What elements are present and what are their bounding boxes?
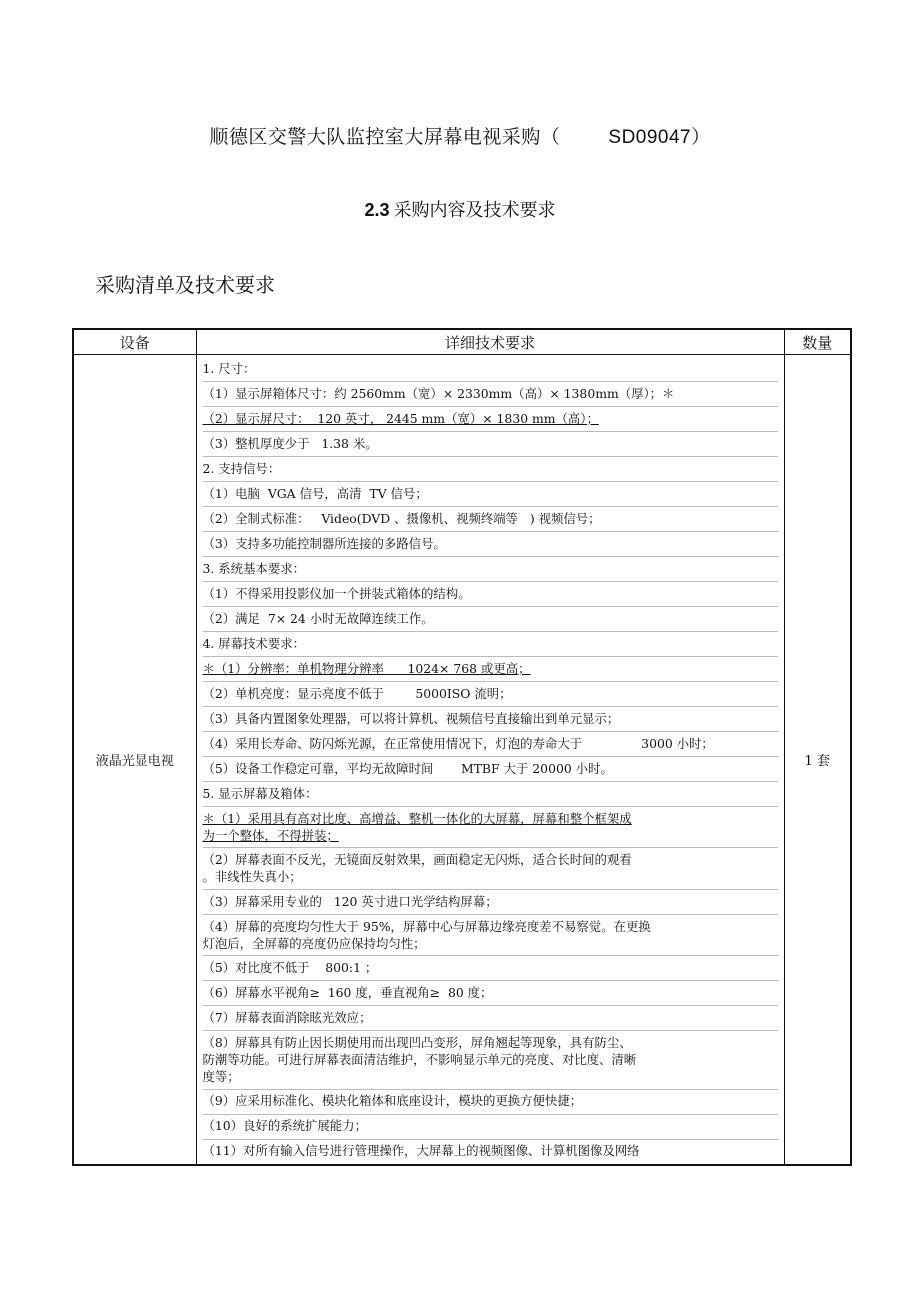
req-line: （4）采用长寿命、防闪烁光源，在正常使用情况下，灯泡的寿命大于 3000 小时； [203,732,778,757]
detail-cell [196,355,784,1165]
req-line: （4）屏幕的亮度均匀性大于 95%，屏幕中心与屏幕边缘亮度差不易察觉。在更换 灯泡后，全屏幕的亮度仍应保持均匀性； [203,915,778,956]
req-line: （2）显示屏尺寸： 120 英寸， 2445 mm（宽）× 1830 mm（高）； [203,407,778,432]
req-line: （1）不得采用投影仪加一个拼装式箱体的结构。 [203,582,778,607]
header-detail: 详细技术要求 [196,329,784,355]
req-line: （5）设备工作稳定可靠，平均无故障时间 MTBF 大于 20000 小时。 [203,757,778,782]
req-line: （3）具备内置图象处理器，可以将计算机、视频信号直接输出到单元显示； [203,707,778,732]
req-line: （6）屏幕水平视角≥ 160 度，垂直视角≥ 80 度； [203,981,778,1006]
req-line: （5）对比度不低于 800:1 ； [203,956,778,981]
header-qty: 数量 [784,329,851,355]
req-line: （2）屏幕表面不反光，无镜面反射效果，画面稳定无闪烁，适合长时间的观看 。非线性失真小； [203,848,778,889]
device-cell: 液晶光显电视 [73,355,196,1165]
document-subtitle [0,196,920,222]
header-device: 设备 [73,329,196,355]
req-line: （3）屏幕采用专业的 120 英寸进口光学结构屏幕； [203,890,778,915]
req-line: （3）支持多功能控制器所连接的多路信号。 [203,532,778,557]
req-line: （1）显示屏箱体尺寸：约 2560mm（宽）× 2330mm（高）× 1380mm（厚）；＊ [203,382,778,407]
table-row [73,355,851,1165]
subtitle-number: 2.3 [364,200,390,220]
section-title: 采购清单及技术要求 [95,273,275,297]
req-line: （9）应采用标准化、模块化箱体和底座设计，模块的更换方便快捷； [203,1090,778,1115]
subtitle-text: 采购内容及技术要求 [393,200,556,221]
req-line: （7）屏幕表面消除眩光效应； [203,1006,778,1031]
req-line: （8）屏幕具有防止因长期使用而出现凹凸变形，屏角翘起等现象，具有防尘、 防潮等功能。可进行屏幕表面清洁维护，不影响显示单元的亮度、对比度、清晰 度等； [203,1031,778,1089]
req-line: 1. 尺寸： [203,357,778,382]
title-code: SD09047） [608,127,711,148]
req-line: 5. 显示屏幕及箱体： [203,782,778,807]
req-line: （3）整机厚度少于 1.38 米。 [203,432,778,457]
req-line: 2. 支持信号： [203,457,778,482]
req-line: （2）满足 7× 24 小时无故障连续工作。 [203,607,778,632]
spec-table [72,328,852,1166]
qty-cell: 1 套 [784,355,851,1165]
req-line: （10）良好的系统扩展能力； [203,1115,778,1140]
req-line: （1）电脑 VGA 信号，高清 TV 信号； [203,482,778,507]
req-line: （2）单机亮度：显示亮度不低于 5000ISO 流明； [203,682,778,707]
req-line: ＊（1）采用具有高对比度、高增益、整机一体化的大屏幕，屏幕和整个框架成 为一个整体，不得拼装； [203,807,778,848]
table-header-row [73,329,851,355]
title-text: 顺德区交警大队监控室大屏幕电视采购（ [209,126,561,148]
document-title [0,122,920,149]
req-line: （11）对所有输入信号进行管理操作，大屏幕上的视频图像、计算机图像及网络 [202,1143,640,1159]
req-line: 4. 屏幕技术要求： [203,632,778,657]
req-line: ＊（1）分辨率：单机物理分辨率 1024× 768 或更高； [203,657,778,682]
req-line: （2）全制式标准： Video(DVD 、摄像机、视频终端等 ) 视频信号； [203,507,778,532]
req-line: 3. 系统基本要求： [203,557,778,582]
